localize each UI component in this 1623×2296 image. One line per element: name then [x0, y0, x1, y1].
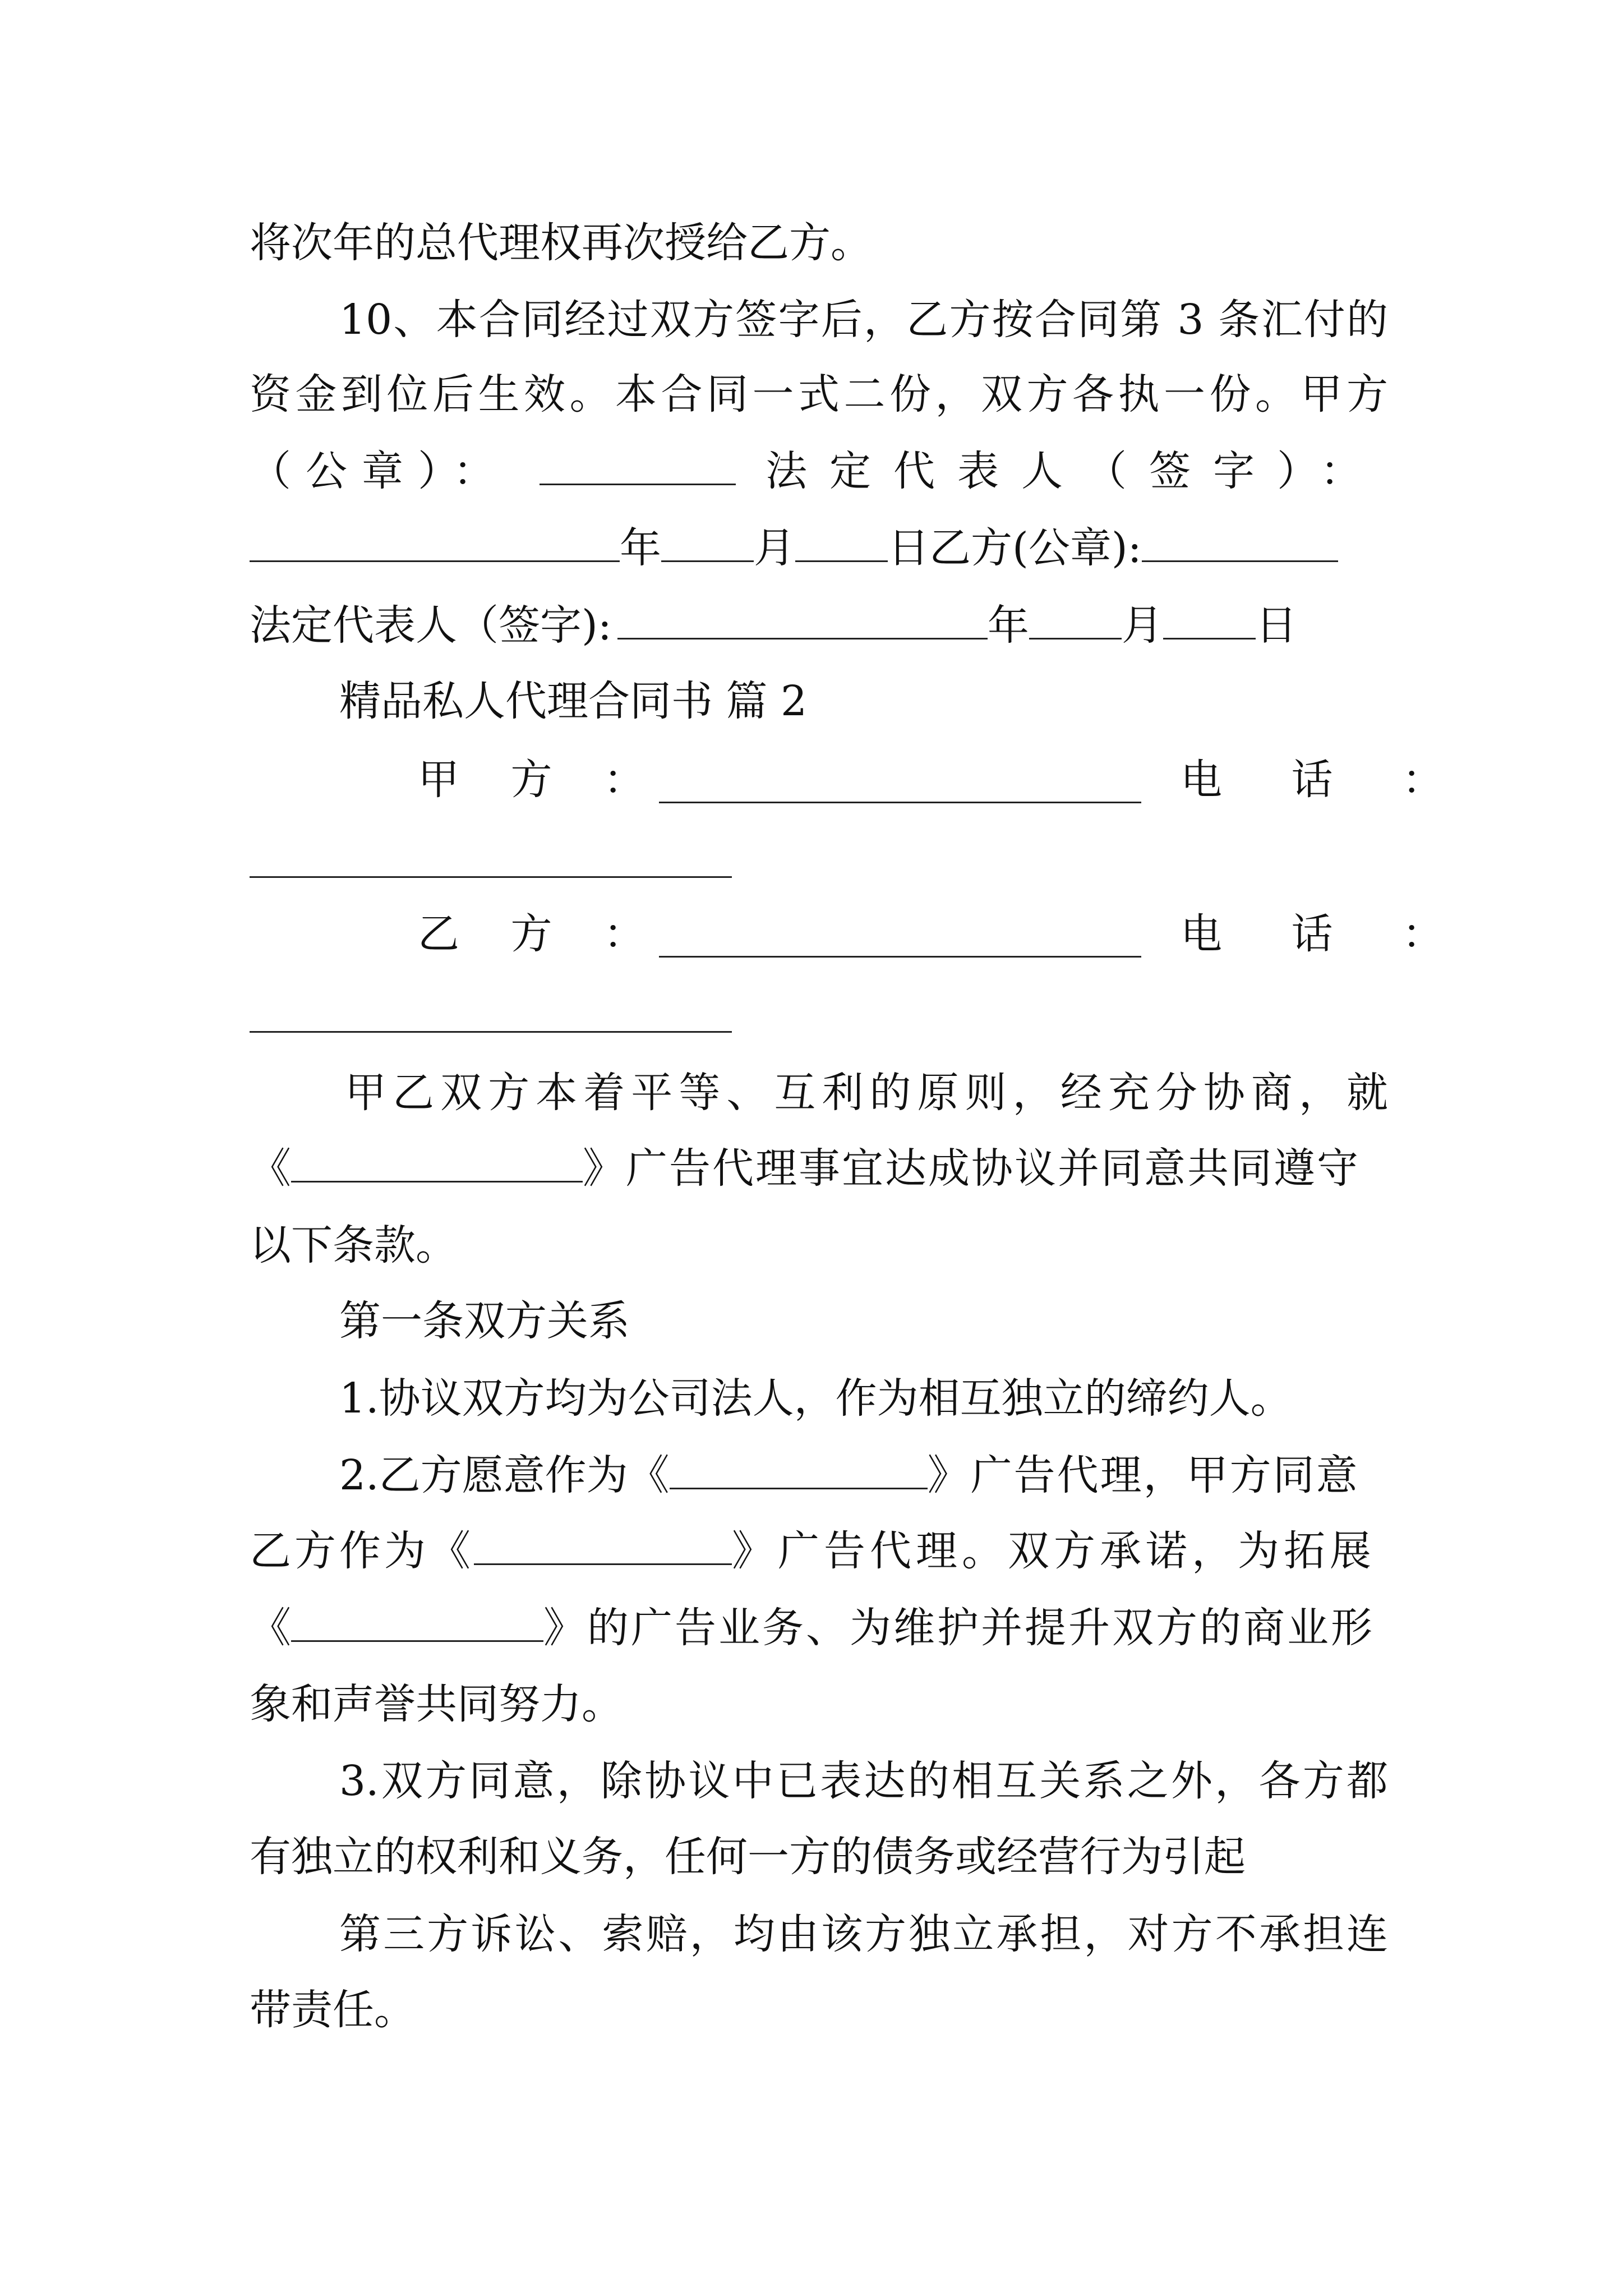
text-line: 3.双方同意，除协议中已表达的相互关系之外，各方都 — [339, 1757, 1388, 1805]
text-line: 甲乙双方本着平等、互利的原则，经充分协商，就 — [345, 1069, 1388, 1117]
fill-blank — [659, 801, 1141, 803]
text-segment: 》广告代理，甲方同意 — [927, 1451, 1359, 1499]
fill-blank — [250, 876, 732, 878]
date-line-b — [250, 597, 1388, 654]
text-line — [250, 1140, 1388, 1197]
article-heading: 第一条双方关系 — [339, 1297, 630, 1345]
text-line: 有独立的权利和义务，任何一方的债务或经营行为引起 — [250, 1833, 1246, 1881]
fill-blank — [1163, 637, 1256, 639]
fill-blank — [540, 483, 736, 485]
month-label: 月 — [754, 524, 795, 572]
rep-label: 法定代表人（签字）： — [766, 447, 1385, 495]
text-line — [250, 1600, 1388, 1656]
fill-blank — [659, 955, 1141, 958]
party-a-phone-label: 电 话 ： — [1181, 756, 1472, 804]
party-b-phone-label: 电 话 ： — [1181, 910, 1472, 958]
fill-blank — [670, 1487, 928, 1489]
text-line: 以下条款。 — [250, 1221, 457, 1269]
fill-blank — [250, 560, 620, 562]
fill-blank — [795, 560, 888, 562]
text-line: 带责任。 — [250, 1986, 416, 2034]
text-segment: 乙方作为《 — [250, 1527, 474, 1575]
text-segment: 》广告代理。双方承诺，为拓展 — [732, 1527, 1376, 1575]
party-a-label: 甲 方 ： — [418, 756, 665, 804]
text-line — [250, 1523, 1388, 1579]
text-segment: 2.乙方愿意作为《 — [339, 1451, 670, 1499]
fill-blank — [661, 560, 754, 562]
text-line: 资金到位后生效。本合同一式二份，双方各执一份。甲方 — [250, 370, 1388, 418]
text-segment: 》的广告业务、为维护并提升双方的商业形 — [543, 1604, 1375, 1652]
party-b-label: 乙 方 ： — [418, 910, 665, 958]
text-line: 将次年的总代理权再次授给乙方。 — [250, 219, 872, 267]
bracket-open: 《 — [250, 1604, 291, 1652]
text-line: 1.协议双方均为公司法人，作为相互独立的缔约人。 — [339, 1374, 1292, 1423]
fill-blank — [250, 1031, 732, 1033]
fill-blank — [291, 1640, 543, 1642]
text-line: 10、本合同经过双方签字后，乙方按合同第 3 条汇付的 — [339, 296, 1388, 344]
rep-label: 法定代表人（签字): — [250, 601, 612, 650]
text-segment: 》广告代理事宜达成协议并同意共同遵守 — [583, 1144, 1360, 1193]
year-label: 年 — [620, 524, 661, 572]
day-label: 日 — [1255, 601, 1297, 650]
text-line: 象和声誉共同努力。 — [250, 1680, 623, 1728]
seal-label: （公章）： — [250, 447, 509, 495]
party-b-line — [250, 906, 1472, 962]
date-line-a — [250, 520, 1388, 576]
fill-blank — [474, 1563, 732, 1565]
section-title: 精品私人代理合同书 篇 2 — [339, 677, 808, 725]
signature-line-a — [250, 443, 1388, 499]
fill-blank — [1142, 560, 1338, 562]
text-line: 第三方诉讼、索赔，均由该方独立承担，对方不承担连 — [339, 1910, 1388, 1958]
text-line — [339, 1447, 1388, 1503]
day-label: 日乙方(公章): — [888, 524, 1142, 572]
fill-blank — [291, 1180, 583, 1182]
month-label: 月 — [1121, 601, 1163, 650]
bracket-open: 《 — [250, 1144, 291, 1193]
fill-blank — [1029, 637, 1122, 639]
party-a-line — [250, 752, 1472, 808]
year-label: 年 — [987, 601, 1029, 650]
fill-blank — [617, 637, 988, 639]
